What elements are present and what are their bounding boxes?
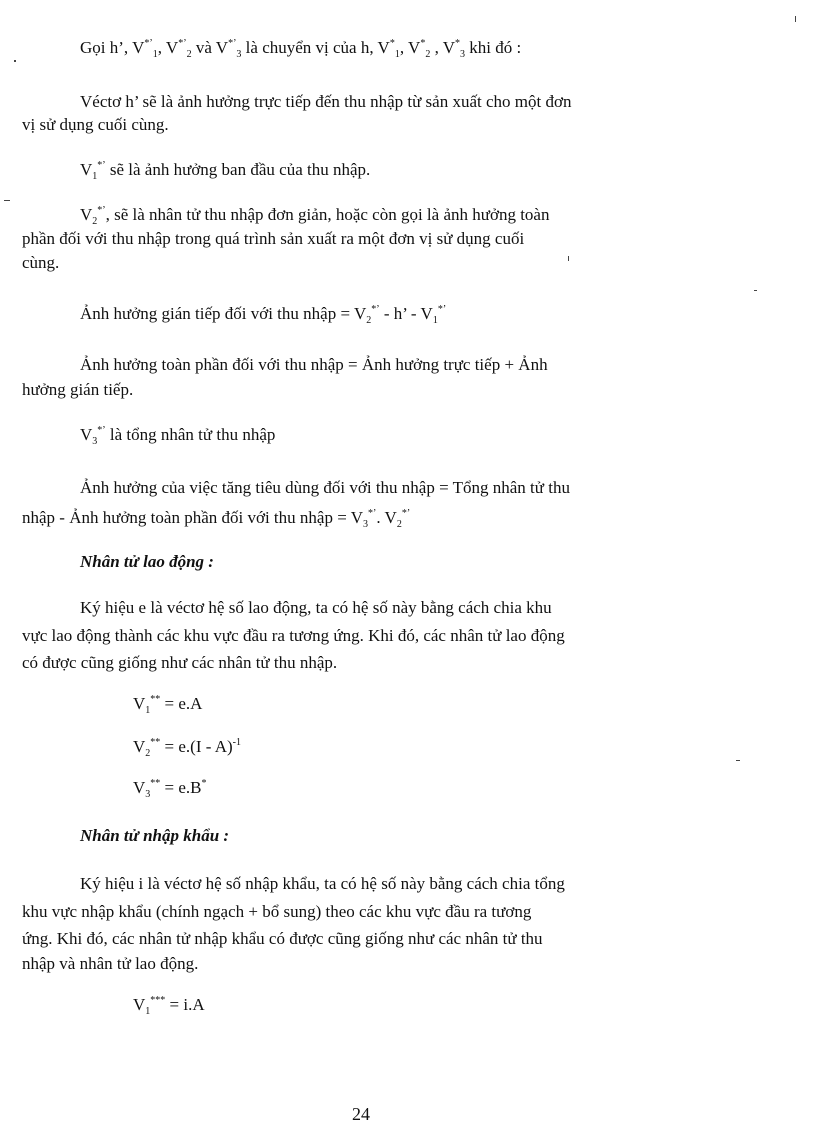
paragraph-line: Ký hiệu i là véctơ hệ số nhập khẩu, ta có hệ số này bằng cách chia tổng	[80, 874, 565, 893]
formula: $V_2^{**} = e.(I - A)^{-1}$	[133, 737, 241, 759]
paragraph-line: hưởng gián tiếp.	[22, 380, 134, 399]
formula: $V_1^{**} = e.A$	[133, 694, 203, 716]
paragraph-line: Ảnh hưởng của việc tăng tiêu dùng đối với thu nhập = Tổng nhân tử thu	[80, 478, 570, 497]
page-number: 24	[352, 1104, 370, 1124]
paragraph-line: Ảnh hưởng toàn phần đối với thu nhập = Ảnh hưởng trực tiếp + Ảnh	[80, 355, 548, 374]
scan-speck	[4, 200, 10, 201]
scan-speck	[568, 256, 569, 261]
formula-line: nhập - Ảnh hưởng toàn phần đối với thu nhập = $V_3^{*’}$. $V_2^{*’}$	[22, 508, 411, 530]
intro-line: Gọi h’, $V^{*’}_1$, $V^{*’}_2$ và $V^{*’}_3$ là chuyển vị của h, $V^*_1$, $V^*_2$ , $V^*_3$ khi đó :	[80, 38, 522, 60]
scan-speck	[736, 760, 740, 761]
paragraph-line: $V_3^{*’}$ là tổng nhân tử thu nhập	[80, 425, 276, 447]
scan-speck	[754, 290, 757, 291]
paragraph-line: Ký hiệu e là véctơ hệ số lao động, ta có hệ số này bằng cách chia khu	[80, 598, 552, 617]
section-heading: Nhân tử lao động :	[80, 552, 214, 571]
paragraph-line: Véctơ h’ sẽ là ảnh hưởng trực tiếp đến thu nhập từ sản xuất cho một đơn	[80, 92, 572, 111]
paragraph-line: $V_2^{*’}$, sẽ là nhân tử thu nhập đơn giản, hoặc còn gọi là ảnh hưởng toàn	[80, 205, 550, 227]
section-heading: Nhân tử nhập khẩu :	[80, 826, 230, 845]
paragraph-line: phần đối với thu nhập trong quá trình sản xuất ra một đơn vị sử dụng cuối	[22, 229, 525, 248]
paragraph-line: vực lao động thành các khu vực đầu ra tương ứng. Khi đó, các nhân tử lao động	[22, 626, 565, 645]
formula-line: Ảnh hưởng gián tiếp đối với thu nhập = $V_2^{*’}$ - h’ - $V_1^{*’}$	[80, 304, 447, 326]
formula: $V_1^{***} = i.A$	[133, 995, 205, 1017]
paragraph-line: cùng.	[22, 253, 60, 272]
scan-speck	[14, 60, 16, 62]
scan-speck	[795, 16, 796, 22]
paragraph-line: vị sử dụng cuối cùng.	[22, 115, 169, 134]
paragraph-line: có được cũng giống như các nhân tử thu nhập.	[22, 653, 338, 672]
formula: $V_3^{**} = e.B^*$	[133, 778, 207, 800]
paragraph-line: nhập và nhân tử lao động.	[22, 954, 199, 973]
paragraph-line: ứng. Khi đó, các nhân tử nhập khẩu có được cũng giống như các nhân tử thu	[22, 929, 543, 948]
paragraph-line: khu vực nhập khẩu (chính ngạch + bổ sung) theo các khu vực đầu ra tương	[22, 902, 532, 921]
paragraph-line: $V_1^{*’}$ sẽ là ảnh hưởng ban đầu của thu nhập.	[80, 160, 371, 182]
